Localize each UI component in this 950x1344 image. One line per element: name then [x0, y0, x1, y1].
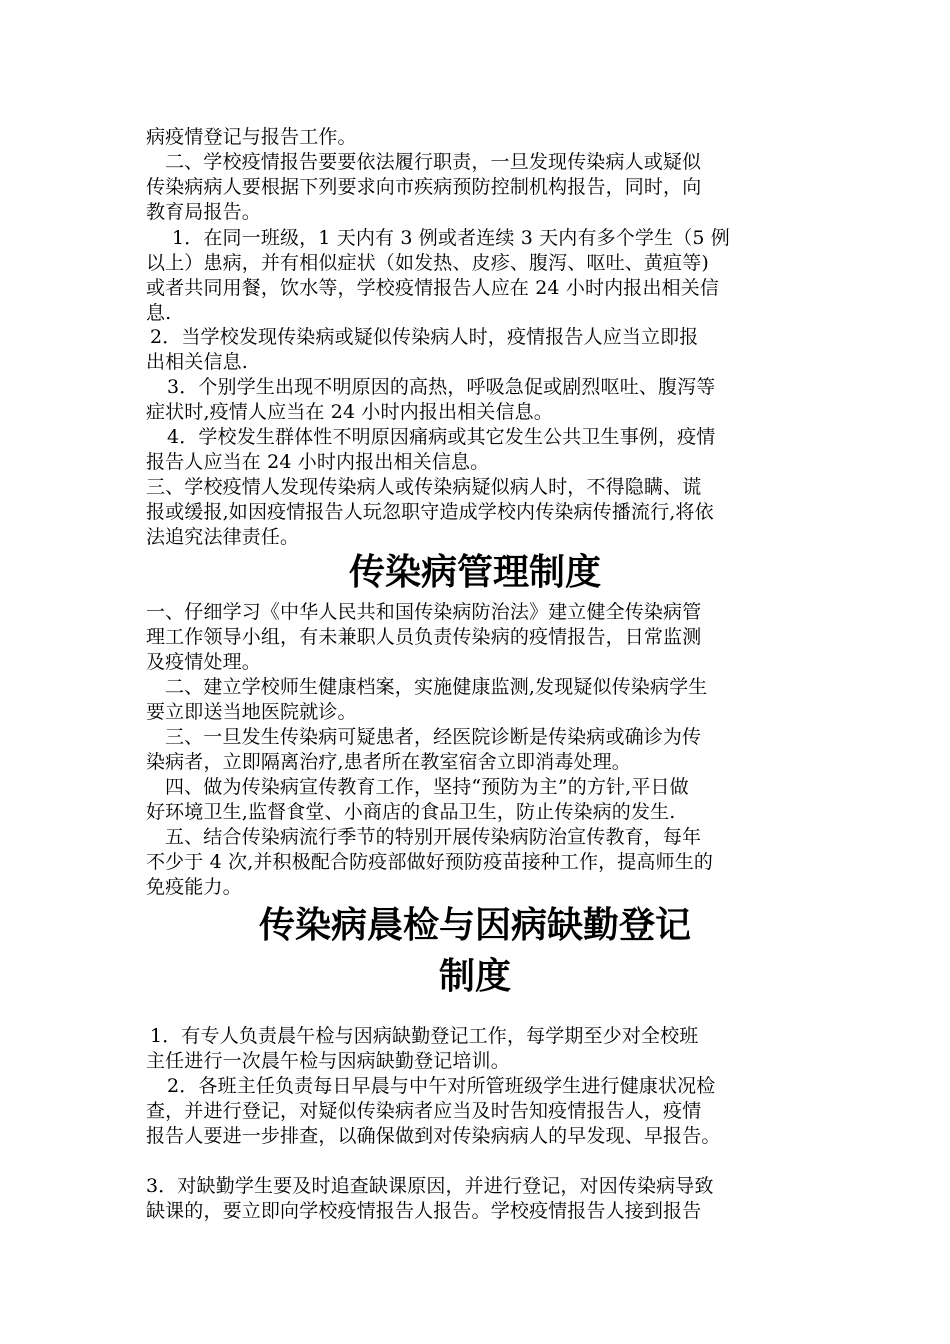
text-line: 免疫能力。: [146, 876, 242, 898]
blank-line: [146, 1149, 826, 1174]
text-line: 或者共同用餐，饮水等，学校疫情报告人应在 24 小时内报出相关信: [146, 277, 720, 299]
text-line: 传染病病人要根据下列要求向市疾病预防控制机构报告，同时，向: [146, 176, 702, 198]
text-line: 二、学校疫情报告要要依法履行职责，一旦发现传染病人或疑似: [165, 151, 702, 173]
text-line: 2．各班主任负责每日早晨与中午对所管班级学生进行健康状况检: [167, 1075, 716, 1097]
text-line: 查，并进行登记，对疑似传染病者应当及时告知疫情报告人，疫情: [146, 1100, 702, 1122]
text-line: 3．个别学生出现不明原因的高热，呼吸急促或剧烈呕吐、腹泻等: [167, 376, 716, 398]
section-heading: 传染病管理制度: [348, 552, 601, 593]
text-line: 4．学校发生群体性不明原因痛病或其它发生公共卫生事例，疫情: [167, 426, 716, 448]
text-line: 3．对缺勤学生要及时追查缺课原因，并进行登记，对因传染病导致: [146, 1175, 714, 1197]
section-heading: 传染病晨检与因病缺勤登记: [258, 905, 691, 946]
text-line: 报告人要进一步排查，以确保做到对传染病病人的早发现、早报告。: [146, 1125, 721, 1147]
text-line: 1．在同一班级，1 天内有 3 例或者连续 3 天内有多个学生（5 例: [172, 227, 730, 249]
text-line: 症状时,疫情人应当在 24 小时内报出相关信息。: [146, 401, 553, 423]
text-line: 1．有专人负责晨午检与因病缺勤登记工作，每学期至少对全校班: [150, 1025, 699, 1047]
text-line: 教育局报告。: [146, 201, 261, 223]
text-line: 理工作领导小组，有未兼职人员负责传染病的疫情报告，日常监测: [146, 626, 702, 648]
text-line: 出相关信息.: [146, 351, 248, 373]
text-line: 以上）患病，并有相似症状（如发热、皮疹、腹泻、呕吐、黄疸等): [146, 252, 709, 274]
text-line: 要立即送当地医院就诊。: [146, 701, 357, 723]
text-line: 及疫情处理。: [146, 651, 261, 673]
text-line: 二、建立学校师生健康档案，实施健康监测,发现疑似传染病学生: [165, 676, 708, 698]
text-line: 报告人应当在 24 小时内报出相关信息。: [146, 451, 490, 473]
text-line: 主任进行一次晨午检与因病缺勤登记培训。: [146, 1050, 510, 1072]
text-line: 四、做为传染病宣传教育工作，坚持“预防为主”的方针,平日做: [165, 776, 689, 798]
text-line: 病疫情登记与报告工作。: [146, 126, 357, 148]
text-line: 三、一旦发生传染病可疑患者，经医院诊断是传染病或确诊为传: [165, 726, 702, 748]
text-line: 2．当学校发现传染病或疑似传染病人时，疫情报告人应当立即报: [150, 326, 699, 348]
section-heading-continued: 制度: [438, 956, 511, 997]
text-line: 三、学校疫情人发现传染病人或传染病疑似病人时，不得隐瞒、谎: [146, 476, 702, 498]
text-line: 一、仔细学习《中华人民共和国传染病防治法》建立健全传染病管: [146, 601, 702, 623]
text-line: 不少于 4 次,并积极配合防疫部做好预防疫苗接种工作，提高师生的: [146, 851, 714, 873]
text-line: 五、结合传染病流行季节的特别开展传染病防治宣传教育，每年: [165, 826, 702, 848]
text-line: 法追究法律责任。: [146, 526, 300, 548]
text-line: 报或缓报,如因疫情报告人玩忽职守造成学校内传染病传播流行,将依: [146, 501, 714, 523]
text-line: 息.: [146, 302, 172, 324]
text-line: 染病者，立即隔离治疗,患者所在教室宿舍立即消毒处理。: [146, 751, 631, 773]
text-line: 好环境卫生,监督食堂、小商店的食品卫生，防止传染病的发生.: [146, 801, 676, 823]
text-line: 缺课的，要立即向学校疫情报告人报告。学校疫情报告人接到报告: [146, 1200, 702, 1222]
